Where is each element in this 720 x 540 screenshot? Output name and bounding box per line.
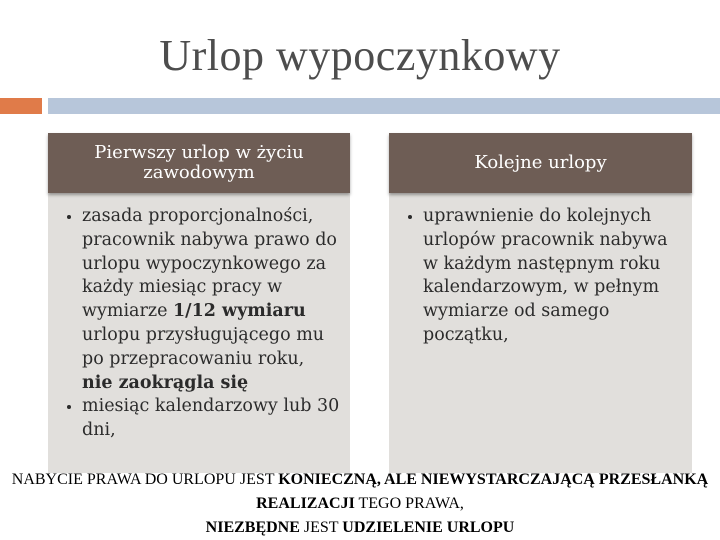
- right-heading: Kolejne urlopy: [474, 152, 607, 173]
- left-bullet-1-text-a: zasada proporcjonalności, pracownik nabywa prawo do urlopu wypoczynkowego za każdy miesiąc pracy w wymiarze: [82, 206, 337, 322]
- left-bullet-1-text-b: urlopu przysługującego mu po przepracowaniu roku,: [82, 324, 325, 369]
- accent-bar-blue: [48, 98, 720, 114]
- left-column-header: [48, 133, 350, 193]
- left-bullet-1-bold-a: 1/12 wymiaru: [173, 301, 306, 322]
- footer-note: [0, 468, 720, 540]
- left-heading-line2: zawodowym: [143, 162, 255, 183]
- left-heading-line1: Pierwszy urlop w życiu: [94, 142, 304, 163]
- footer-part-3: JEST: [299, 519, 343, 536]
- left-bullet-1: [82, 205, 340, 395]
- footer-part-1: NABYCIE PRAWA DO URLOPU JEST: [11, 471, 279, 488]
- right-column-header: [389, 133, 692, 193]
- footer-bold-1: KONIECZNĄ, ALE NIEWYSTARCZAJĄCĄ PRZESŁANKĄ REALIZACJI: [256, 471, 709, 512]
- footer-part-2: TEGO PRAWA,: [354, 495, 464, 512]
- left-column: [48, 133, 350, 473]
- left-bullet-1-bold-b: nie zaokrągla się: [82, 372, 249, 393]
- left-bullet-2: • miesiąc kalendarzowy lub 30 dni,: [82, 395, 340, 443]
- right-column: [389, 133, 692, 473]
- left-column-body: [48, 193, 350, 443]
- footer-bold-2: NIEZBĘDNE: [205, 519, 300, 536]
- slide-title: Urlop wypoczynkowy: [159, 31, 561, 80]
- footer-bold-3: UDZIELENIE URLOPU: [342, 519, 515, 536]
- right-column-body: [389, 193, 692, 348]
- accent-bar-orange: [0, 98, 42, 114]
- right-bullet-1: • uprawnienie do kolejnych urlopów pracownik nabywa w każdym następnym roku kalendarzowym, w pełnym wymiarze od samego początku,: [423, 205, 682, 348]
